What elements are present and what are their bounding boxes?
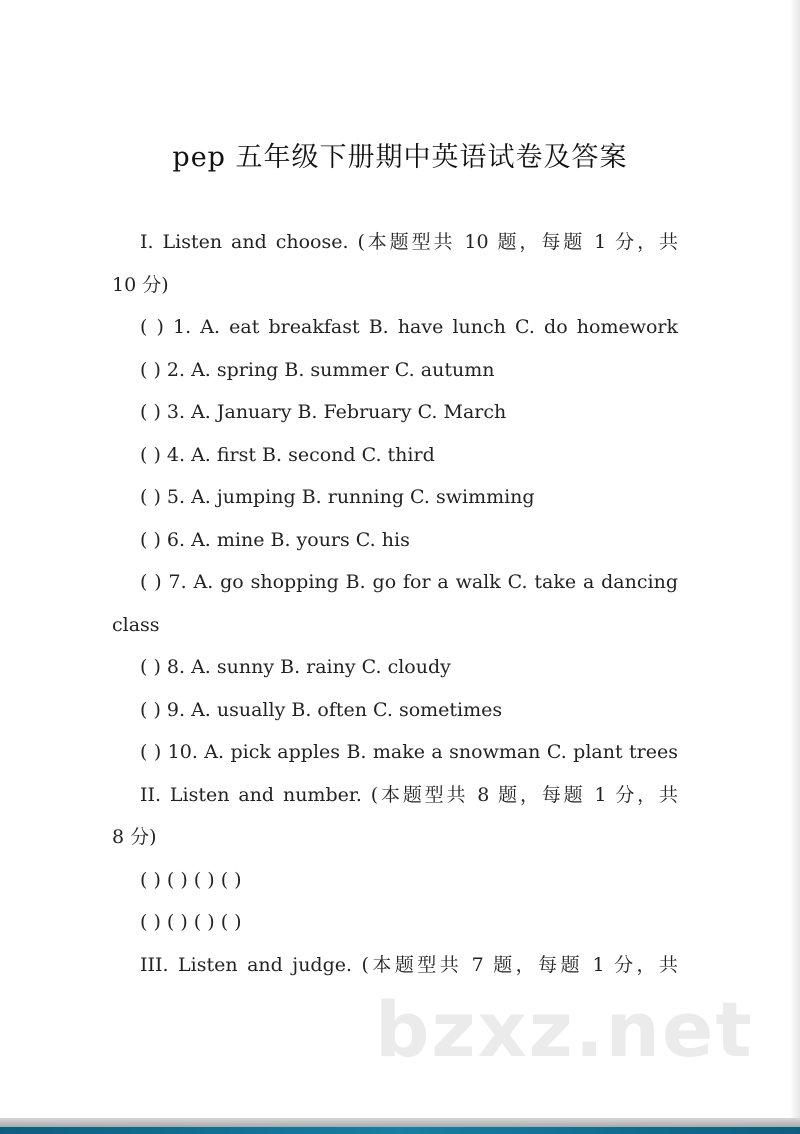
watermark-text: bzxz.net	[375, 985, 754, 1074]
viewer-bottom-bar	[0, 1127, 800, 1134]
exam-line: ( ) 9. A. usually B. often C. sometimes	[140, 698, 503, 721]
viewer-bottom-scrollbar[interactable]	[0, 1118, 800, 1127]
exam-line: ( ) 7. A. go shopping B. go for a walk C. take a dancing	[140, 571, 678, 593]
exam-line: 8 分)	[112, 826, 157, 848]
exam-line: ( ) ( ) ( ) ( )	[140, 868, 242, 891]
exam-line: class	[112, 613, 160, 636]
exam-line: ( ) 4. A. first B. second C. third	[140, 443, 435, 466]
exam-line: I. Listen and choose. (本题型共 10 题，每题 1 分，共	[140, 231, 678, 253]
exam-line: ( ) 8. A. sunny B. rainy C. cloudy	[140, 656, 451, 678]
exam-line: II. Listen and number. (本题型共 8 题，每题 1 分，共	[140, 783, 678, 806]
exam-line: 10 分)	[112, 273, 169, 296]
exam-line: ( ) 10. A. pick apples B. make a snowman C. plant trees	[140, 741, 678, 763]
exam-line: ( ) ( ) ( ) ( )	[140, 911, 242, 933]
exam-line: ( ) 5. A. jumping B. running C. swimming	[140, 486, 535, 508]
exam-line: III. Listen and judge. (本题型共 7 题，每题 1 分，共	[140, 953, 678, 976]
page-title: pep 五年级下册期中英语试卷及答案	[172, 142, 628, 173]
exam-line: ( ) 2. A. spring B. summer C. autumn	[140, 358, 495, 381]
exam-line: ( ) 1. A. eat breakfast B. have lunch C. do homework	[140, 316, 678, 338]
exam-line: ( ) 3. A. January B. February C. March	[140, 401, 507, 423]
exam-line: ( ) 6. A. mine B. yours C. his	[140, 528, 410, 551]
